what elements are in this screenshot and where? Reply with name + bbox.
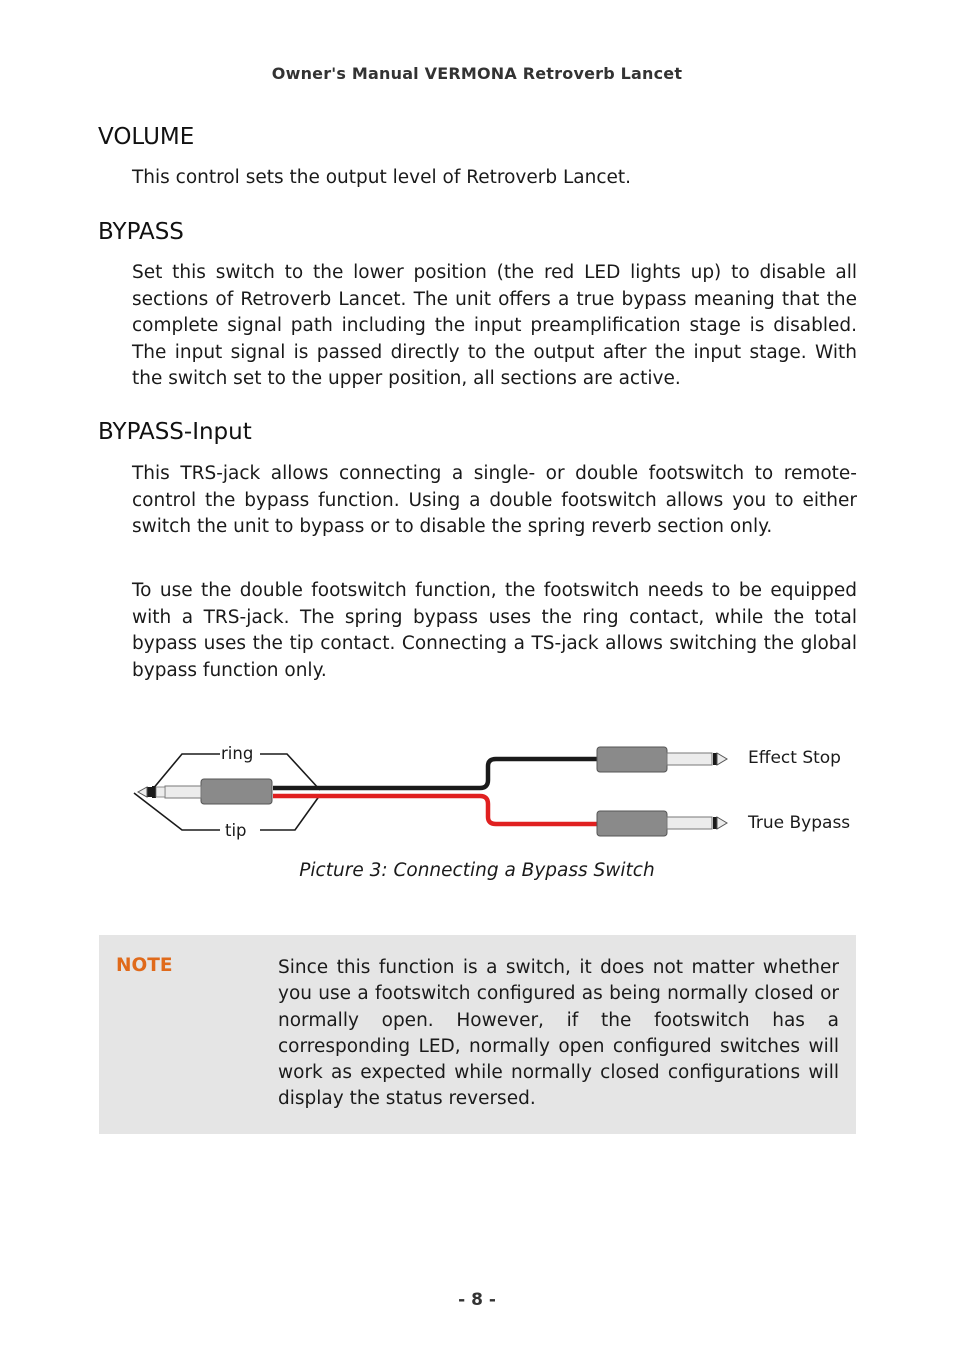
true-bypass-label: True Bypass	[748, 813, 851, 833]
ts-plug-true-bypass-tip	[717, 817, 727, 829]
effect-stop-label: Effect Stop	[748, 748, 841, 768]
cable-diagram-svg	[125, 735, 865, 845]
volume-paragraph: This control sets the output level of Retroverb Lancet.	[132, 167, 632, 188]
section-title-bypass-input: BYPASS-Input	[98, 419, 252, 445]
ts-plug-effect-stop	[597, 747, 727, 772]
ts-plug-true-bypass-body	[597, 811, 667, 836]
section-title-volume: VOLUME	[98, 124, 195, 150]
trs-plug-ring-band	[152, 786, 156, 798]
ts-plug-effect-stop-tip	[717, 753, 727, 765]
ts-plug-effect-stop-insulator	[713, 753, 717, 765]
trs-plug-sleeve	[165, 786, 201, 798]
ts-plug-effect-stop-sleeve	[667, 753, 712, 765]
bypass-input-paragraph-2: To use the double footswitch function, the footswitch needs to be equipped with a TRS-jack. The spring bypass uses the ring contact, while the total bypass uses the tip contact. Connecting a TS-jack allows switching the global bypass function only.	[132, 580, 857, 681]
figure-caption: Picture 3: Connecting a Bypass Switch	[299, 860, 655, 881]
bypass-paragraph: Set this switch to the lower position (the red LED lights up) to disable all sections of Retroverb Lancet. The unit offers a true bypass meaning that the complete signal path including the input preamplification stage is disabled. The input signal is passed directly to the output after the input stage. With the switch set to the upper position, all sections are active.	[132, 262, 857, 389]
note-text: Since this function is a switch, it does not matter whether you use a footswitch configured as being normally closed or normally open. However, if the footswitch has a corresponding LED, normally open configured switches will work as expected while normally closed configurations will display the status reversed.	[278, 957, 839, 1110]
tip-wire	[273, 796, 597, 824]
trs-plug-shaft	[156, 787, 165, 797]
bypass-input-paragraph-1: This TRS-jack allows connecting a single- or double footswitch to remote-control the bypass function. Using a double footswitch allows you to either switch the unit to bypass or to disable the spring reverb section only.	[132, 463, 857, 537]
ts-plug-true-bypass-insulator	[713, 817, 717, 829]
page-number: - 8 -	[458, 1290, 496, 1310]
tip-label: tip	[225, 821, 247, 840]
ts-plug-true-bypass	[597, 811, 727, 836]
bypass-cable-diagram	[125, 735, 865, 845]
ring-label: ring	[221, 744, 254, 763]
section-title-bypass: BYPASS	[98, 219, 184, 245]
note-label: NOTE	[116, 955, 173, 976]
ts-plug-effect-stop-body	[597, 747, 667, 772]
trs-plug-insulator	[147, 787, 152, 797]
trs-plug-body	[201, 779, 272, 804]
running-header: Owner's Manual VERMONA Retroverb Lancet	[271, 64, 683, 83]
ts-plug-true-bypass-sleeve	[667, 817, 712, 829]
note-box	[99, 935, 856, 1134]
ring-wire	[273, 759, 597, 788]
trs-plug-tip	[138, 787, 147, 797]
